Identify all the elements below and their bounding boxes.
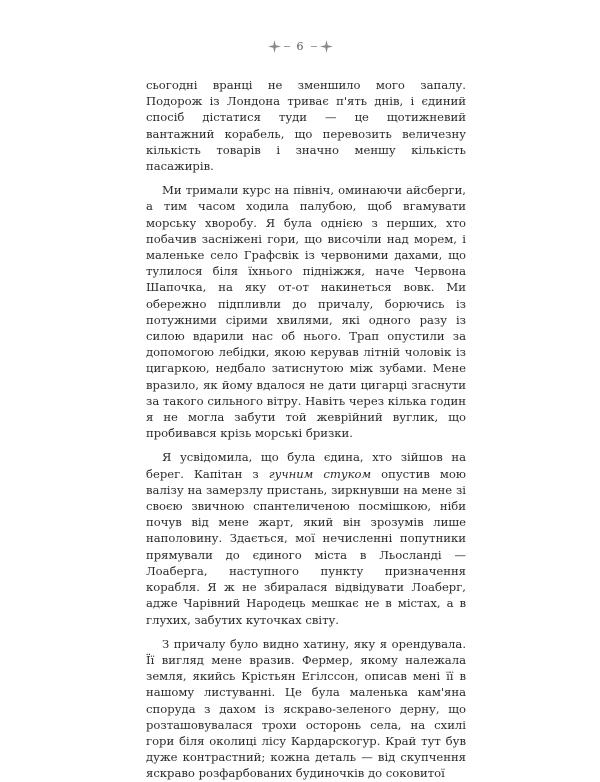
four-point-star-icon — [320, 40, 333, 53]
paragraph — [146, 449, 466, 627]
paragraph — [146, 636, 466, 782]
four-point-star-icon — [268, 40, 281, 53]
ornament-dash — [311, 46, 317, 47]
paragraph-text: Ми тримали курс на північ, оминаючи айсберги, а тим часом ходила палубою, щоб вгамувати морську хворобу. Я була однією з перших, хто побачив засніжені гори, що височіли над морем, і маленьке село Графсвік із червоними дахами, що тулилося біля їхнього підніжжя, наче Червона Шапочка, на яку от-от накинеться вовк. Ми обережно підпливли до причалу, борючись із потужними сірими хвилями, які одного разу із силою вдарили нас об нього. Трап опустили за допомогою лебідки, якою керував літній чоловік із цигаркою, недбало затиснутою між зубами. Мене вразило, як йому вдалося не дати цигарці згаснути за такого сильного вітру. Навіть через кілька годин я не могла забути той жеврійний вуглик, що пробивався крізь морські бризки. — [146, 183, 466, 441]
paragraph-text: З причалу було видно хатину, яку я орендувала. Її вигляд мене вразив. Фермер, якому належала земля, якийсь Крістьян Егілссон, описав мені її в нашому листуванні. Це була маленька кам'яна споруда з дахом із яскраво-зеленого дерну, що розташовувалася трохи осторонь села, на схилі гори біля околиці лісу Кардарскогур. Край тут був дуже контрастний; кожна деталь — від скупчення яскраво розфарбованих будиночків до соковитої — [146, 636, 466, 781]
ornament-dash — [284, 46, 290, 47]
paragraph-text: сьогодні вранці не зменшило мого запалу. Подорож із Лондона триває п'ять днів, і єдиний спосіб дістатися туди — це щотижневий вантажний корабель, що перевозить величезну кількість товарів і значно меншу кількість пасажирів. — [146, 78, 466, 174]
italic-text: гучним стуком — [268, 466, 372, 481]
paragraph-text: опустив мою валізу на замерзлу пристань, зиркнувши на мене зі своєю звичною спантеличеною посмішкою, ніби почув від мене жарт, який він зрозумів лише наполовину. Здається, мої нечисленні попутники прямували до єдиного міста в Льосланді — Лоаберга, наступного пункту призначення корабля. Я ж не збиралася відвідувати Лоаберг, адже Чарівний Народець мешкає не в містах, а в глухих, забутих куточках світу. — [146, 466, 467, 627]
left-ornament — [268, 40, 290, 53]
right-ornament — [311, 40, 333, 53]
page-header — [0, 40, 600, 53]
paragraph-text: Я усвідомила, що була єдина, хто зійшов на берег. Капітан з — [146, 450, 466, 481]
paragraph — [146, 182, 466, 441]
body-text — [146, 77, 466, 782]
page-number: 6 — [296, 40, 304, 53]
paragraph — [146, 77, 466, 174]
